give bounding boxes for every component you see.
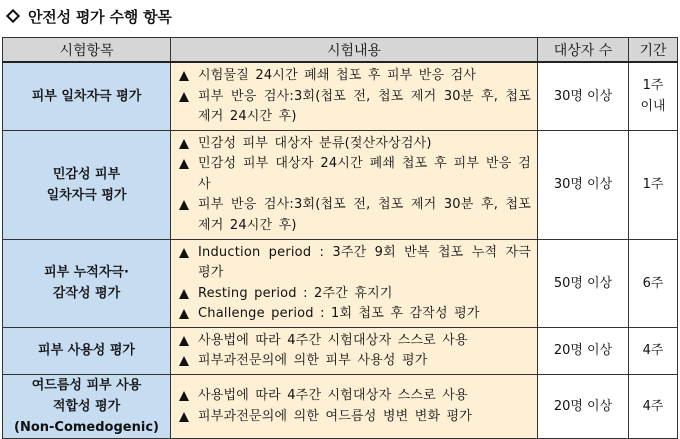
row-subjects: 30명 이상 — [538, 130, 629, 239]
table-row — [3, 62, 678, 130]
row-item-cell — [3, 130, 171, 239]
content-item: 시험물질 24시간 폐쇄 첩포 후 피부 반응 검사 — [177, 66, 531, 87]
period-line: 이내 — [640, 99, 666, 115]
content-item: 민감성 피부 대상자 분류(젖산자상검사) — [177, 134, 531, 155]
period-line: 4주 — [642, 343, 664, 358]
table-row — [3, 327, 678, 374]
triangle-bullet-icon — [179, 200, 189, 210]
triangle-bullet-icon — [179, 159, 189, 169]
period-line: 1주 — [642, 177, 664, 192]
content-item: Resting period : 2주간 휴지기 — [177, 284, 531, 305]
period-line: 1주 — [642, 78, 664, 94]
row-content-cell — [171, 239, 538, 327]
triangle-bullet-icon — [179, 289, 189, 299]
triangle-bullet-icon — [179, 336, 189, 346]
header-test-item: 시험항목 — [3, 38, 171, 63]
row-item-cell — [3, 62, 171, 130]
triangle-bullet-icon — [179, 412, 189, 422]
row-item-cell — [3, 239, 171, 327]
table-row — [3, 130, 678, 239]
row-item-line: 여드름성 피부 사용 — [31, 377, 142, 393]
row-item-line: 피부 사용성 평가 — [38, 343, 135, 358]
content-item: 민감성 피부 대상자 24시간 폐쇄 첩포 후 피부 반응 검사 — [177, 154, 531, 195]
content-item: 피부과전문의에 의한 여드름성 병변 변화 평가 — [177, 407, 531, 428]
row-item-cell — [3, 327, 171, 374]
row-subjects: 20명 이상 — [538, 374, 629, 438]
header-period: 기간 — [629, 38, 678, 63]
row-subjects: 50명 이상 — [538, 239, 629, 327]
row-item-line: 적합성 평가 — [52, 398, 121, 414]
content-item: 피부 반응 검사:3회(첩포 전, 첩포 제거 30분 후, 첩포 제거 24시간 후) — [177, 87, 531, 128]
row-item-line: 감작성 평가 — [52, 286, 121, 301]
table-row — [3, 374, 678, 438]
period-line: 6주 — [642, 275, 664, 291]
row-period — [629, 239, 678, 327]
row-subjects: 30명 이상 — [538, 62, 629, 130]
triangle-bullet-icon — [179, 309, 189, 319]
row-item-cell — [3, 374, 171, 438]
row-content-cell — [171, 62, 538, 130]
row-period — [629, 327, 678, 374]
row-period — [629, 62, 678, 130]
row-content-cell — [171, 130, 538, 239]
section-title-text: 안전성 평가 수행 항목 — [28, 7, 172, 26]
triangle-bullet-icon — [179, 391, 189, 401]
row-period — [629, 374, 678, 438]
row-item-line: 피부 누적자극· — [44, 265, 129, 280]
triangle-bullet-icon — [179, 356, 189, 366]
header-subjects: 대상자 수 — [538, 38, 629, 63]
content-item: Challenge period : 1회 첩포 후 감작성 평가 — [177, 304, 531, 325]
content-item: 사용법에 따라 4주간 시험대상자 스스로 사용 — [177, 331, 531, 352]
period-line: 4주 — [642, 398, 664, 414]
row-item-line: 피부 일차자극 평가 — [31, 88, 142, 104]
row-item-line: 일차자극 평가 — [46, 187, 127, 203]
row-content-cell — [171, 327, 538, 374]
table-header-row — [3, 38, 678, 63]
row-item-line: 민감성 피부 — [52, 166, 121, 182]
triangle-bullet-icon — [179, 71, 189, 81]
row-content-cell — [171, 374, 538, 438]
row-subjects: 20명 이상 — [538, 327, 629, 374]
diamond-bullet-icon — [6, 9, 20, 23]
section-title — [4, 4, 172, 28]
header-test-content: 시험내용 — [171, 38, 538, 63]
row-item-line: (Non-Comedogenic) — [14, 419, 159, 435]
triangle-bullet-icon — [179, 248, 189, 258]
content-item: 피부 반응 검사:3회(첩포 전, 첩포 제거 30분 후, 첩포 제거 24시간 후) — [177, 195, 531, 236]
triangle-bullet-icon — [179, 139, 189, 149]
table-row — [3, 239, 678, 327]
row-period — [629, 130, 678, 239]
content-item: 피부과전문의에 의한 피부 사용성 평가 — [177, 351, 531, 372]
content-item: 사용법에 따라 4주간 시험대상자 스스로 사용 — [177, 386, 531, 407]
safety-evaluation-table — [2, 37, 678, 439]
content-item: Induction period : 3주간 9회 반복 첩포 누적 자극 평가 — [177, 243, 531, 284]
triangle-bullet-icon — [179, 92, 189, 102]
